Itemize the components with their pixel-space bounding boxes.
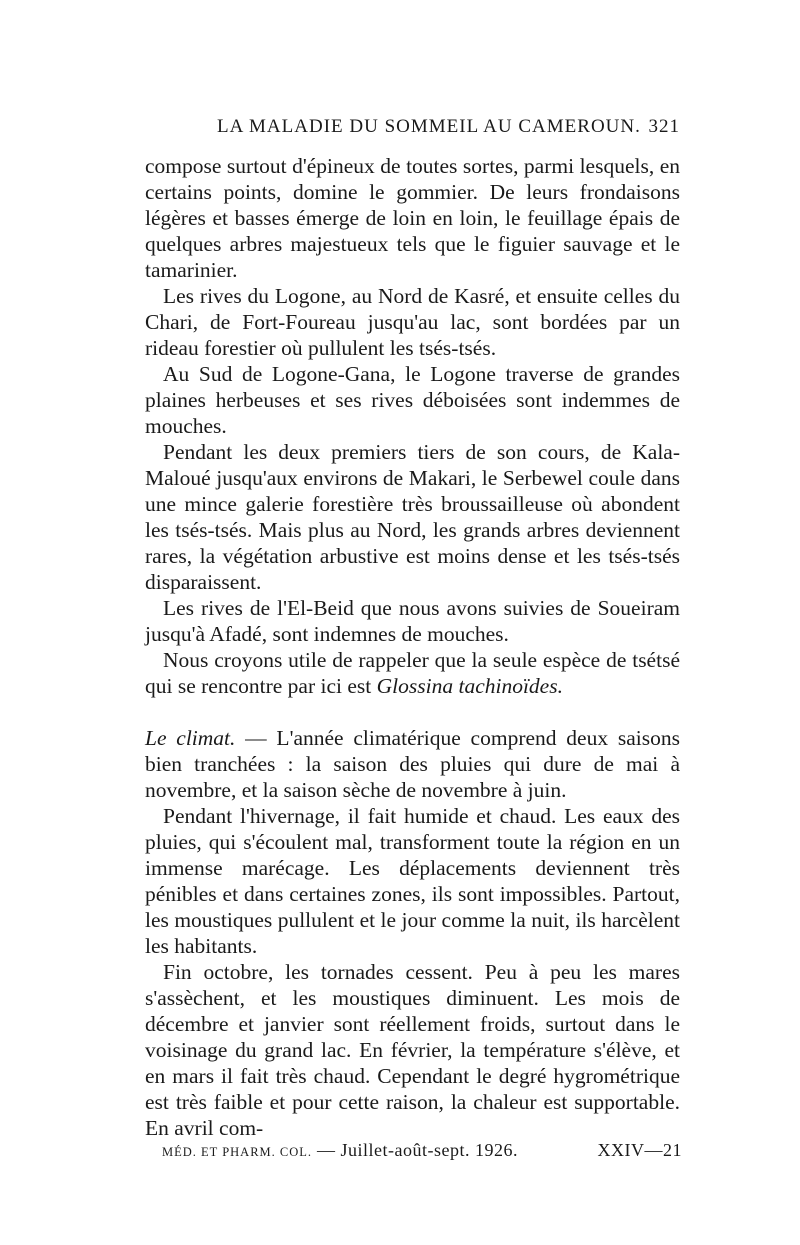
page-footer: MÉD. ET PHARM. COL. — Juillet-août-sept. 1926. XXIV—21 xyxy=(162,1140,682,1160)
journal-name: MÉD. ET PHARM. COL. xyxy=(162,1145,313,1159)
paragraph: Nous croyons utile de rappeler que la seule espèce de tsétsé qui se rencontre par ici est Glossina tachinoïdes. xyxy=(145,648,680,698)
paragraph: Fin octobre, les tornades cessent. Peu à peu les mares s'assèchent, et les moustiques diminuent. Les mois de décembre et janvier sont réellement froids, surtout dans le voisinage du grand lac. En février, la température s'élève, et en mars il fait très chaud. Cependant le degré hygrométrique est très faible et pour cette raison, la chaleur est supportable. En avril com- xyxy=(145,960,680,1140)
paragraph: compose surtout d'épineux de toutes sortes, parmi lesquels, en certains points, domine le gommier. De leurs frondaisons légères et basses émerge de loin en loin, le feuillage épais de quelques arbres majestueux tels que le figuier sauvage et le tamarinier. xyxy=(145,154,680,282)
paragraph: Les rives du Logone, au Nord de Kasré, et ensuite celles du Chari, de Fort-Foureau jusqu'au lac, sont bordées par un rideau forestier où pullulent les tsés-tsés. xyxy=(145,284,680,360)
paragraph: Pendant les deux premiers tiers de son cours, de Kala-Maloué jusqu'aux environs de Makari, le Serbewel coule dans une mince galerie forestière très broussailleuse où abondent les tsés-tsés. Mais plus au Nord, les grands arbres deviennent rares, la végétation arbustive est moins dense et les tsés-tsés disparaissent. xyxy=(145,440,680,594)
issue-date: Juillet-août-sept. 1926. xyxy=(340,1140,519,1160)
section-heading: Le climat. xyxy=(145,726,236,750)
running-title: LA MALADIE DU SOMMEIL AU CAMEROUN. xyxy=(217,116,641,137)
species-name: Glossina tachinoïdes. xyxy=(376,674,563,698)
page-number: 321 xyxy=(648,116,680,137)
paragraph: Pendant l'hivernage, il fait humide et chaud. Les eaux des pluies, qui s'écoulent mal, transforment toute la région en un immense marécage. Les déplacements deviennent très pénibles et dans certaines zones, ils sont impossibles. Partout, les moustiques pullulent et le jour comme la nuit, ils harcèlent les habitants. xyxy=(145,804,680,958)
section-paragraph-climat: Le climat. — L'année climatérique comprend deux saisons bien tranchées : la saison des pluies qui dure de mai à novembre, et la saison sèche de novembre à juin. xyxy=(145,726,680,802)
signature-mark: XXIV—21 xyxy=(597,1140,682,1160)
paragraph: Les rives de l'El-Beid que nous avons suivies de Soueiram jusqu'à Afadé, sont indemnes de mouches. xyxy=(145,596,680,646)
body-text xyxy=(145,153,680,1141)
paragraph: Au Sud de Logone-Gana, le Logone traverse de grandes plaines herbeuses et ses rives déboisées sont indemmes de mouches. xyxy=(145,362,680,438)
